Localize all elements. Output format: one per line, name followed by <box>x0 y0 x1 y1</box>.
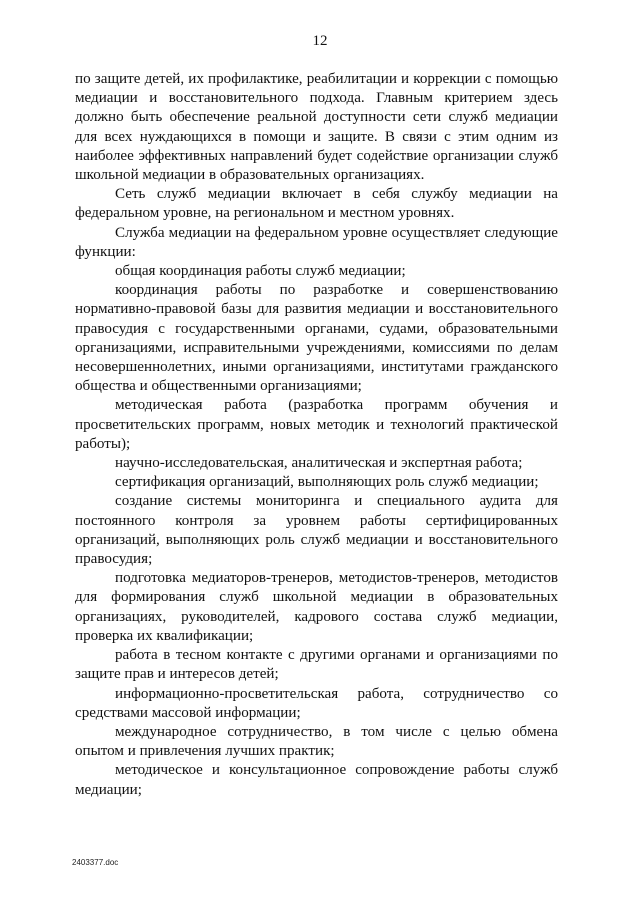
list-item-consulting-support: методическое и консультационное сопровождение работы служб медиации; <box>75 762 558 798</box>
footer-document-code: 2403377.doc <box>72 858 119 867</box>
list-item-international: международное сотрудничество, в том числе с целью обмена опытом и привлечения лучших практик; <box>75 723 558 760</box>
page-number: 12 <box>312 33 328 49</box>
paragraph-continuation: по защите детей, их профилактике, реабилитации и коррекции с помощью медиации и восстановительного подхода. Главным критерием здесь должно быть обеспечение реальной доступности сети служб медиации для всех нуждающихся в помощи и защите. В связи с этим одним из наиболее эффективных направлений будет содействие организации служб школьной медиации в образовательных организациях. <box>75 71 558 184</box>
list-item-cooperation: работа в тесном контакте с другими органами и организациями по защите прав и интересов детей; <box>75 647 558 683</box>
list-item-legal-framework: координация работы по разработке и совершенствованию нормативно-правовой базы для развития медиации и восстановительного правосудия с государственными органами, судами, образовательными организациями, исправительными учреждениями, комиссиями по делам несовершеннолетних, иными организациями, институтами гражданского общества и общественными организациями; <box>75 282 558 395</box>
list-item-monitoring: создание системы мониторинга и специального аудита для постоянного контроля за уровнем работы сертифицированных организаций, выполняющих роль служб медиации и восстановительного правосудия; <box>75 493 558 568</box>
list-item-information-work: информационно-просветительская работа, сотрудничество со средствами массовой информации; <box>75 685 558 721</box>
paragraph-network-structure: Сеть служб медиации включает в себя службу медиации на федеральном уровне, на региональном и местном уровнях. <box>75 186 558 222</box>
list-item-trainer-preparation: подготовка медиаторов-тренеров, методистов-тренеров, методистов для формирования служб школьной медиации в образовательных организациях, руководителей, кадрового состава служб медиации, проверка их квалификации; <box>75 570 558 644</box>
list-item-certification: сертификация организаций, выполняющих роль служб медиации; <box>115 474 539 491</box>
list-item-research: научно-исследовательская, аналитическая и экспертная работа; <box>115 455 523 472</box>
paragraph-federal-functions-intro: Служба медиации на федеральном уровне осуществляет следующие функции: <box>75 224 558 260</box>
list-item-methodical-work: методическая работа (разработка программ обучения и просветительских программ, новых методик и технологий практической работы); <box>75 397 558 452</box>
list-item-coordination: общая координация работы служб медиации; <box>115 263 406 280</box>
document-body <box>75 70 558 800</box>
